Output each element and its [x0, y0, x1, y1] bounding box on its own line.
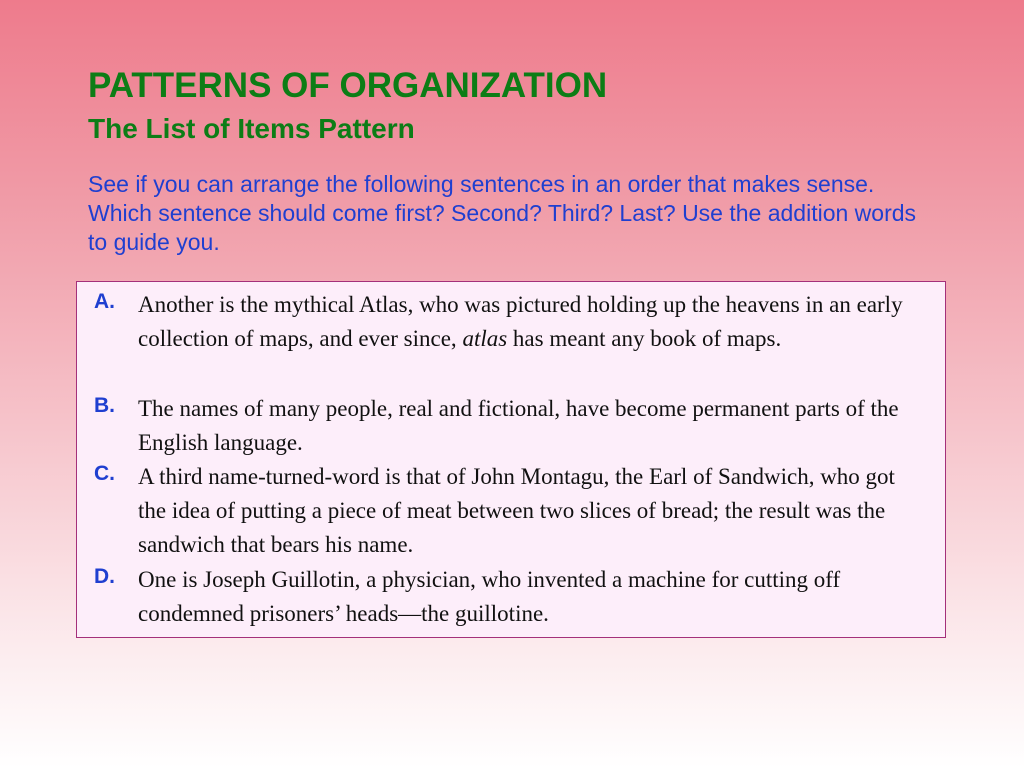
item-text: The names of many people, real and fictional, have become permanent parts of the English language.	[138, 396, 899, 455]
instructions-text: See if you can arrange the following sentences in an order that makes sense. Which sentence should come first? Second? Third? Last? Use the addition words to guide you.	[88, 171, 917, 255]
sentence-list-box	[76, 281, 946, 638]
item-text-italic: atlas	[462, 326, 508, 351]
item-text	[138, 288, 928, 356]
item-label: D.	[94, 565, 115, 588]
slide-subtitle: The List of Items Pattern	[88, 113, 415, 144]
item-text-part: has meant any book of maps.	[507, 326, 782, 351]
item-text: A third name-turned-word is that of John Montagu, the Earl of Sandwich, who got the idea of putting a piece of meat between two slices of bread; the result was the sandwich that bears his name.	[138, 464, 895, 557]
slide-title: PATTERNS OF ORGANIZATION	[88, 66, 608, 105]
item-label: A.	[94, 290, 115, 313]
item-text-part: Another is the mythical Atlas, who was pictured holding up the heavens in an early collection of maps, and ever since,	[138, 292, 903, 351]
item-label: B.	[94, 394, 115, 417]
item-text: One is Joseph Guillotin, a physician, who invented a machine for cutting off condemned prisoners’ heads—the guillotine.	[138, 567, 841, 626]
item-label: C.	[94, 462, 115, 485]
